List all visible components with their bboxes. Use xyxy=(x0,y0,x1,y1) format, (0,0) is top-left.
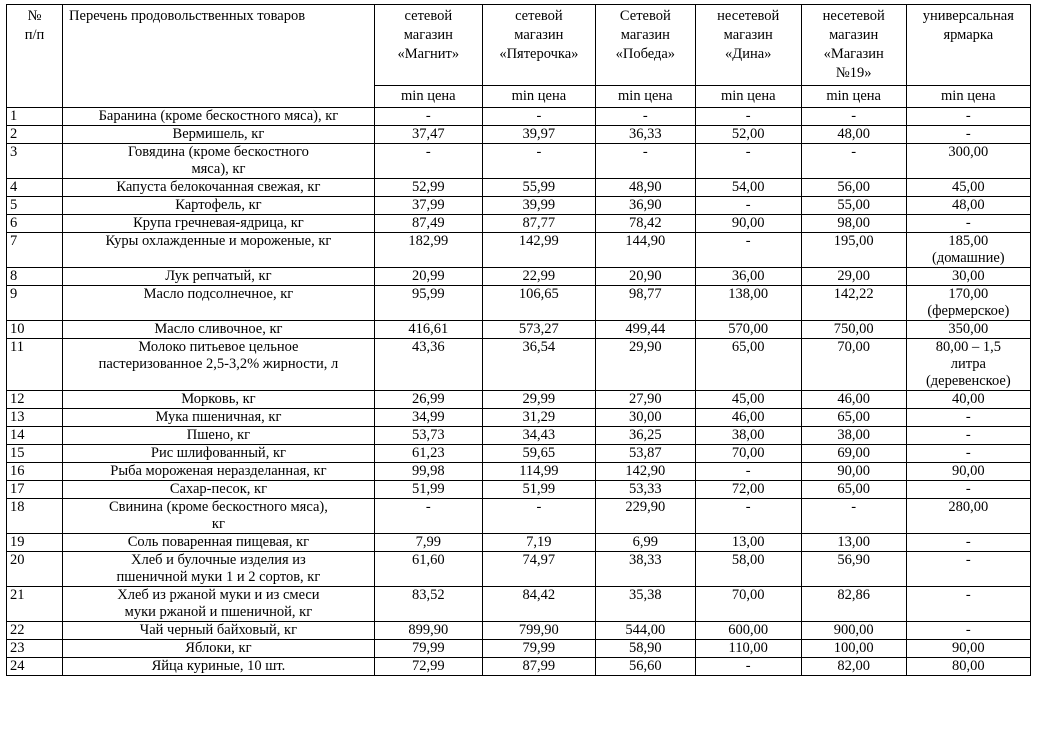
price-cell: 74,97 xyxy=(482,552,595,587)
price-cell: - xyxy=(595,108,695,126)
price-cell: 350,00 xyxy=(906,321,1030,339)
price-cell: 99,98 xyxy=(374,463,482,481)
price-cell: 29,99 xyxy=(482,391,595,409)
min-price-label: min цена xyxy=(801,86,906,108)
price-cell: 899,90 xyxy=(374,622,482,640)
price-cell: 100,00 xyxy=(801,640,906,658)
price-cell: 53,87 xyxy=(595,445,695,463)
row-number: 20 xyxy=(7,552,63,587)
product-name: Яйца куриные, 10 шт. xyxy=(63,658,375,676)
price-cell: 29,90 xyxy=(595,339,695,391)
price-cell: 39,99 xyxy=(482,197,595,215)
price-cell: 22,99 xyxy=(482,268,595,286)
product-name: Картофель, кг xyxy=(63,197,375,215)
product-name: Масло подсолнечное, кг xyxy=(63,286,375,321)
price-cell: 26,99 xyxy=(374,391,482,409)
table-row xyxy=(7,658,1031,676)
table-row xyxy=(7,215,1031,233)
price-cell: 90,00 xyxy=(906,640,1030,658)
header-store: Сетевой магазин «Победа» xyxy=(595,5,695,86)
price-cell: 72,00 xyxy=(695,481,801,499)
table-row xyxy=(7,587,1031,622)
price-cell: 82,86 xyxy=(801,587,906,622)
price-cell: - xyxy=(374,499,482,534)
price-cell: - xyxy=(595,144,695,179)
price-cell: 750,00 xyxy=(801,321,906,339)
price-cell: 45,00 xyxy=(695,391,801,409)
price-cell: 52,00 xyxy=(695,126,801,144)
price-cell: 48,90 xyxy=(595,179,695,197)
row-number: 22 xyxy=(7,622,63,640)
price-cell: 30,00 xyxy=(595,409,695,427)
price-cell: 142,22 xyxy=(801,286,906,321)
table-row xyxy=(7,534,1031,552)
table-row xyxy=(7,552,1031,587)
table-row xyxy=(7,622,1031,640)
header-store: сетевой магазин «Пятерочка» xyxy=(482,5,595,86)
price-cell: 95,99 xyxy=(374,286,482,321)
price-cell: 54,00 xyxy=(695,179,801,197)
row-number: 21 xyxy=(7,587,63,622)
price-cell: 38,00 xyxy=(801,427,906,445)
product-name: Масло сливочное, кг xyxy=(63,321,375,339)
price-cell: 70,00 xyxy=(801,339,906,391)
price-cell: 59,65 xyxy=(482,445,595,463)
price-cell: 46,00 xyxy=(695,409,801,427)
price-cell: 52,99 xyxy=(374,179,482,197)
table-row xyxy=(7,409,1031,427)
price-cell: 185,00 (домашние) xyxy=(906,233,1030,268)
row-number: 2 xyxy=(7,126,63,144)
price-cell: - xyxy=(695,233,801,268)
price-cell: 56,00 xyxy=(801,179,906,197)
price-cell: 30,00 xyxy=(906,268,1030,286)
table-body xyxy=(7,108,1031,676)
price-cell: 48,00 xyxy=(801,126,906,144)
header-product-list: Перечень продовольственных товаров xyxy=(63,5,375,108)
price-cell: - xyxy=(906,108,1030,126)
min-price-label: min цена xyxy=(695,86,801,108)
table-row xyxy=(7,197,1031,215)
table-row xyxy=(7,321,1031,339)
row-number: 3 xyxy=(7,144,63,179)
price-cell: - xyxy=(801,108,906,126)
price-table xyxy=(6,4,1031,676)
price-cell: - xyxy=(482,108,595,126)
row-number: 13 xyxy=(7,409,63,427)
table-row xyxy=(7,391,1031,409)
price-cell: 69,00 xyxy=(801,445,906,463)
price-cell: 70,00 xyxy=(695,445,801,463)
min-price-label: min цена xyxy=(595,86,695,108)
price-cell: - xyxy=(906,445,1030,463)
price-cell: - xyxy=(906,622,1030,640)
product-name: Хлеб из ржаной муки и из смеси муки ржаной и пшеничной, кг xyxy=(63,587,375,622)
price-cell: 90,00 xyxy=(906,463,1030,481)
price-cell: 29,00 xyxy=(801,268,906,286)
table-row xyxy=(7,445,1031,463)
price-cell: 36,90 xyxy=(595,197,695,215)
row-number: 1 xyxy=(7,108,63,126)
product-name: Куры охлажденные и мороженые, кг xyxy=(63,233,375,268)
row-number: 8 xyxy=(7,268,63,286)
product-name: Яблоки, кг xyxy=(63,640,375,658)
price-cell: 40,00 xyxy=(906,391,1030,409)
table-row xyxy=(7,640,1031,658)
row-number: 14 xyxy=(7,427,63,445)
price-cell: 36,25 xyxy=(595,427,695,445)
table-row xyxy=(7,268,1031,286)
price-cell: 31,29 xyxy=(482,409,595,427)
price-cell: 51,99 xyxy=(482,481,595,499)
row-number: 23 xyxy=(7,640,63,658)
price-cell: 229,90 xyxy=(595,499,695,534)
price-cell: 7,99 xyxy=(374,534,482,552)
header-store: несетевой магазин «Дина» xyxy=(695,5,801,86)
price-cell: 195,00 xyxy=(801,233,906,268)
price-cell: 138,00 xyxy=(695,286,801,321)
row-number: 5 xyxy=(7,197,63,215)
product-name: Мука пшеничная, кг xyxy=(63,409,375,427)
price-cell: 65,00 xyxy=(801,481,906,499)
min-price-label: min цена xyxy=(482,86,595,108)
price-cell: - xyxy=(695,108,801,126)
price-cell: 34,43 xyxy=(482,427,595,445)
table-row xyxy=(7,463,1031,481)
price-cell: 84,42 xyxy=(482,587,595,622)
price-cell: 51,99 xyxy=(374,481,482,499)
row-number: 16 xyxy=(7,463,63,481)
price-cell: - xyxy=(695,658,801,676)
price-cell: 43,36 xyxy=(374,339,482,391)
price-cell: - xyxy=(906,534,1030,552)
price-cell: - xyxy=(906,126,1030,144)
price-cell: 13,00 xyxy=(801,534,906,552)
price-cell: 35,38 xyxy=(595,587,695,622)
row-number: 17 xyxy=(7,481,63,499)
row-number: 10 xyxy=(7,321,63,339)
product-name: Чай черный байховый, кг xyxy=(63,622,375,640)
price-cell: 37,99 xyxy=(374,197,482,215)
table-row xyxy=(7,126,1031,144)
row-number: 15 xyxy=(7,445,63,463)
price-cell: 34,99 xyxy=(374,409,482,427)
price-cell: 58,90 xyxy=(595,640,695,658)
price-cell: 98,00 xyxy=(801,215,906,233)
product-name: Капуста белокочанная свежая, кг xyxy=(63,179,375,197)
product-name: Морковь, кг xyxy=(63,391,375,409)
product-name: Молоко питьевое цельное пастеризованное 2,5-3,2% жирности, л xyxy=(63,339,375,391)
price-cell: 65,00 xyxy=(695,339,801,391)
price-cell: 79,99 xyxy=(374,640,482,658)
header-store: универсальная ярмарка xyxy=(906,5,1030,86)
price-cell: 170,00 (фермерское) xyxy=(906,286,1030,321)
table-row xyxy=(7,339,1031,391)
header-store: несетевой магазин «Магазин №19» xyxy=(801,5,906,86)
price-cell: - xyxy=(695,197,801,215)
product-name: Свинина (кроме бескостного мяса), кг xyxy=(63,499,375,534)
price-cell: 61,23 xyxy=(374,445,482,463)
price-cell: 45,00 xyxy=(906,179,1030,197)
price-cell: 65,00 xyxy=(801,409,906,427)
price-cell: 82,00 xyxy=(801,658,906,676)
product-name: Рыба мороженая неразделанная, кг xyxy=(63,463,375,481)
product-name: Рис шлифованный, кг xyxy=(63,445,375,463)
table-row xyxy=(7,499,1031,534)
table-row xyxy=(7,179,1031,197)
price-cell: - xyxy=(801,144,906,179)
price-cell: - xyxy=(906,587,1030,622)
table-row xyxy=(7,427,1031,445)
price-cell: - xyxy=(906,409,1030,427)
price-cell: - xyxy=(374,108,482,126)
price-cell: 53,33 xyxy=(595,481,695,499)
price-cell: 38,00 xyxy=(695,427,801,445)
price-cell: 98,77 xyxy=(595,286,695,321)
row-number: 19 xyxy=(7,534,63,552)
price-cell: 78,42 xyxy=(595,215,695,233)
price-cell: 36,33 xyxy=(595,126,695,144)
header-row xyxy=(7,5,1031,86)
price-cell: 142,90 xyxy=(595,463,695,481)
price-cell: 114,99 xyxy=(482,463,595,481)
row-number: 24 xyxy=(7,658,63,676)
price-cell: 7,19 xyxy=(482,534,595,552)
price-cell: 37,47 xyxy=(374,126,482,144)
header-num: № п/п xyxy=(7,5,63,108)
table-row xyxy=(7,233,1031,268)
price-cell: 600,00 xyxy=(695,622,801,640)
product-name: Лук репчатый, кг xyxy=(63,268,375,286)
price-cell: 544,00 xyxy=(595,622,695,640)
price-cell: - xyxy=(906,427,1030,445)
price-cell: - xyxy=(906,552,1030,587)
price-cell: 87,77 xyxy=(482,215,595,233)
price-cell: 20,99 xyxy=(374,268,482,286)
price-cell: 56,60 xyxy=(595,658,695,676)
price-cell: - xyxy=(482,499,595,534)
product-name: Сахар-песок, кг xyxy=(63,481,375,499)
price-cell: - xyxy=(906,481,1030,499)
price-cell: - xyxy=(374,144,482,179)
price-cell: 144,90 xyxy=(595,233,695,268)
price-cell: 573,27 xyxy=(482,321,595,339)
price-cell: 55,00 xyxy=(801,197,906,215)
price-cell: 83,52 xyxy=(374,587,482,622)
price-cell: 416,61 xyxy=(374,321,482,339)
price-cell: 46,00 xyxy=(801,391,906,409)
price-cell: 48,00 xyxy=(906,197,1030,215)
product-name: Говядина (кроме бескостного мяса), кг xyxy=(63,144,375,179)
price-cell: 55,99 xyxy=(482,179,595,197)
row-number: 6 xyxy=(7,215,63,233)
product-name: Соль поваренная пищевая, кг xyxy=(63,534,375,552)
price-cell: 80,00 – 1,5 литра (деревенское) xyxy=(906,339,1030,391)
product-name: Баранина (кроме бескостного мяса), кг xyxy=(63,108,375,126)
price-cell: - xyxy=(482,144,595,179)
table-row xyxy=(7,286,1031,321)
price-cell: 106,65 xyxy=(482,286,595,321)
min-price-label: min цена xyxy=(906,86,1030,108)
row-number: 9 xyxy=(7,286,63,321)
price-cell: - xyxy=(695,499,801,534)
price-cell: 53,73 xyxy=(374,427,482,445)
row-number: 11 xyxy=(7,339,63,391)
row-number: 18 xyxy=(7,499,63,534)
price-cell: - xyxy=(695,463,801,481)
price-cell: 72,99 xyxy=(374,658,482,676)
product-name: Вермишель, кг xyxy=(63,126,375,144)
price-cell: 36,54 xyxy=(482,339,595,391)
row-number: 12 xyxy=(7,391,63,409)
product-name: Крупа гречневая-ядрица, кг xyxy=(63,215,375,233)
price-cell: 6,99 xyxy=(595,534,695,552)
price-cell: 56,90 xyxy=(801,552,906,587)
product-name: Хлеб и булочные изделия из пшеничной муки 1 и 2 сортов, кг xyxy=(63,552,375,587)
price-cell: 39,97 xyxy=(482,126,595,144)
price-cell: 27,90 xyxy=(595,391,695,409)
price-cell: 142,99 xyxy=(482,233,595,268)
price-cell: 87,49 xyxy=(374,215,482,233)
price-cell: 61,60 xyxy=(374,552,482,587)
table-row xyxy=(7,481,1031,499)
price-cell: 280,00 xyxy=(906,499,1030,534)
price-cell: 300,00 xyxy=(906,144,1030,179)
price-cell: 79,99 xyxy=(482,640,595,658)
price-cell: 70,00 xyxy=(695,587,801,622)
row-number: 4 xyxy=(7,179,63,197)
price-cell: 110,00 xyxy=(695,640,801,658)
price-cell: 38,33 xyxy=(595,552,695,587)
price-cell: 799,90 xyxy=(482,622,595,640)
price-cell: - xyxy=(695,144,801,179)
price-cell: 20,90 xyxy=(595,268,695,286)
price-cell: - xyxy=(801,499,906,534)
row-number: 7 xyxy=(7,233,63,268)
price-cell: 36,00 xyxy=(695,268,801,286)
min-price-label: min цена xyxy=(374,86,482,108)
price-cell: 182,99 xyxy=(374,233,482,268)
price-cell: 58,00 xyxy=(695,552,801,587)
price-cell: 570,00 xyxy=(695,321,801,339)
price-cell: 90,00 xyxy=(695,215,801,233)
price-cell: 87,99 xyxy=(482,658,595,676)
price-cell: 13,00 xyxy=(695,534,801,552)
product-name: Пшено, кг xyxy=(63,427,375,445)
table-row xyxy=(7,108,1031,126)
price-cell: 80,00 xyxy=(906,658,1030,676)
header-store: сетевой магазин «Магнит» xyxy=(374,5,482,86)
price-cell: - xyxy=(906,215,1030,233)
table-row xyxy=(7,144,1031,179)
price-cell: 499,44 xyxy=(595,321,695,339)
price-cell: 90,00 xyxy=(801,463,906,481)
price-cell: 900,00 xyxy=(801,622,906,640)
